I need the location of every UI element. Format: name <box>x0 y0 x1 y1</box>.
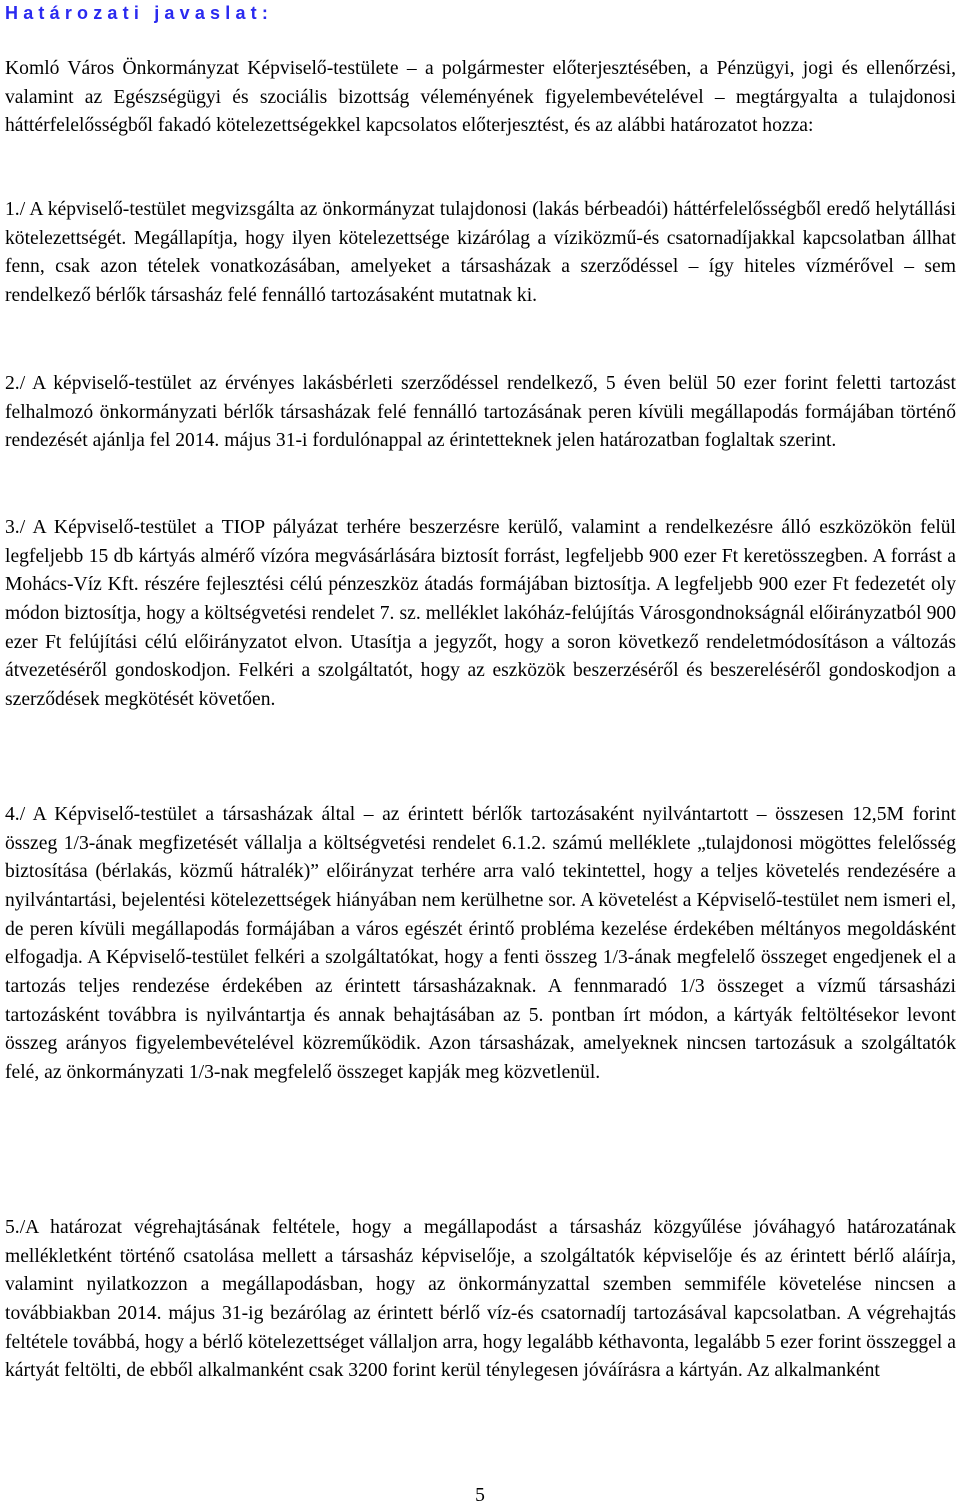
intro-paragraph: Komló Város Önkormányzat Képviselő-testülete – a polgármester előterjesztésében, a Pénzügyi, jogi és ellenőrzési, valamint az Egészségügyi és szociális bizottság véleményének figyelembevételével – megtárgyalta a tulajdonosi háttérfelelősségből fakadó kötelezettségekkel kapcsolatos előterjesztést, és az alábbi határozatot hozza: <box>5 58 956 137</box>
resolution-point-4: 4./ A Képviselő-testület a társasházak által – az érintett bérlők tartozásaként nyilvántartott – összesen 12,5M forint összeg 1/3-ának megfizetését vállalja a költségvetési rendelet 6.1.2. számú melléklete „tulajdonosi mögöttes felelősség biztosítása (bérlakás, közmű hátralék)” előirányzat terhére arra való tekintettel, hogy a teljes követelés rendezésére a nyilvántartási, bejelentési kötelezettségek hiányában nem kerülhetne sor. A követelést a Képviselő-testület nem ismeri el, de peren kívüli megállapodás formájában a város egészét érintő probléma kezelése érdekében méltányos megoldásként elfogadja. A Képviselő-testület felkéri a szolgáltatókat, hogy a fenti összeg 1/3-ának megfelelő összeget engedjenek el a tartozás teljes rendezése érdekében az érintett társasházaknak. A fennmaradó 1/3 összeget a vízmű társasházi tartozásként továbbra is nyilvántartja és annak behajtásában az 5. pontban írt módon, a kártyák feltöltésekor levont összeg arányos figyelembevételével közreműködik. Azon társasházak, amelyeknek nincsen tartozásuk a szolgáltatók felé, az önkormányzati 1/3-nak megfelelő összeget kapják meg közvetlenül. <box>5 804 956 1083</box>
resolution-point-2: 2./ A képviselő-testület az érvényes lakásbérleti szerződéssel rendelkező, 5 éven belül 50 ezer forint feletti tartozást felhalmozó önkormányzati bérlők társasházak felé fennálló tartozásának peren kívüli megállapodás formájában történő rendezését ajánlja fel 2014. május 31-i fordulónappal az érintetteknek jelen határozatban foglaltak szerint. <box>5 373 956 452</box>
resolution-point-1: 1./ A képviselő-testület megvizsgálta az önkormányzat tulajdonosi (lakás bérbeadói) háttérfelelősségből eredő helytállási kötelezettségét. Megállapítja, hogy ilyen kötelezettsége kizárólag a víziközmű-és csatornadíjakkal kapcsolatban állhat fenn, csak azon tételek vonatkozásában, amelyeket a társasházak a szerződéssel – így hiteles vízmérővel – sem rendelkező bérlők társasház felé fennálló tartozásaként mutatnak ki. <box>5 199 956 306</box>
resolution-point-5: 5./A határozat végrehajtásának feltétele, hogy a megállapodást a társasház közgyűlése jóváhagyó határozatának mellékletként történő csatolása mellett a társasház képviselője, a szolgáltatók képviselője és az érintett bérlő aláírja, valamint nyilatkozzon a megállapodásban, hogy az önkormányzattal szemben semmiféle követelése nincsen a továbbiakban 2014. május 31-ig bezárólag az érintett bérlő víz-és csatornadíj tartozásával kapcsolatban. A végrehajtás feltétele továbbá, hogy a bérlő kötelezettséget vállaljon arra, hogy legalább kéthavonta, legalább 5 ezer forint összeggel a kártyát feltölti, de ebből alkalmanként csak 3200 forint kerül ténylegesen jóváírásra a kártyán. Az alkalmanként <box>5 1217 956 1382</box>
page-number: 5 <box>475 1485 485 1506</box>
resolution-title: Határozati javaslat: <box>5 3 274 23</box>
resolution-point-3: 3./ A Képviselő-testület a TIOP pályázat terhére beszerzésre kerülő, valamint a rendelkezésre álló eszközökön felül legfeljebb 15 db kártyás almérő vízóra megvásárlására biztosít forrást, legfeljebb 900 ezer Ft keretösszegben. A forrást a Mohács-Víz Kft. részére fejlesztési célú pénzeszköz átadás formájában biztosítja. A legfeljebb 900 ezer Ft fedezetét oly módon biztosítja, hogy a költségvetési rendelet 7. sz. melléklet lakóház-felújítás Városgondnokságnál előirányzatból 900 ezer Ft felújítási célú előirányzatot elvon. Utasítja a jegyzőt, hogy a soron következő rendeletmódosításon a változás átvezetéséről gondoskodjon. Felkéri a szolgáltatót, hogy az eszközök beszerzéséről és beszereléséről gondoskodjon a szerződések megkötését követően. <box>5 517 956 710</box>
